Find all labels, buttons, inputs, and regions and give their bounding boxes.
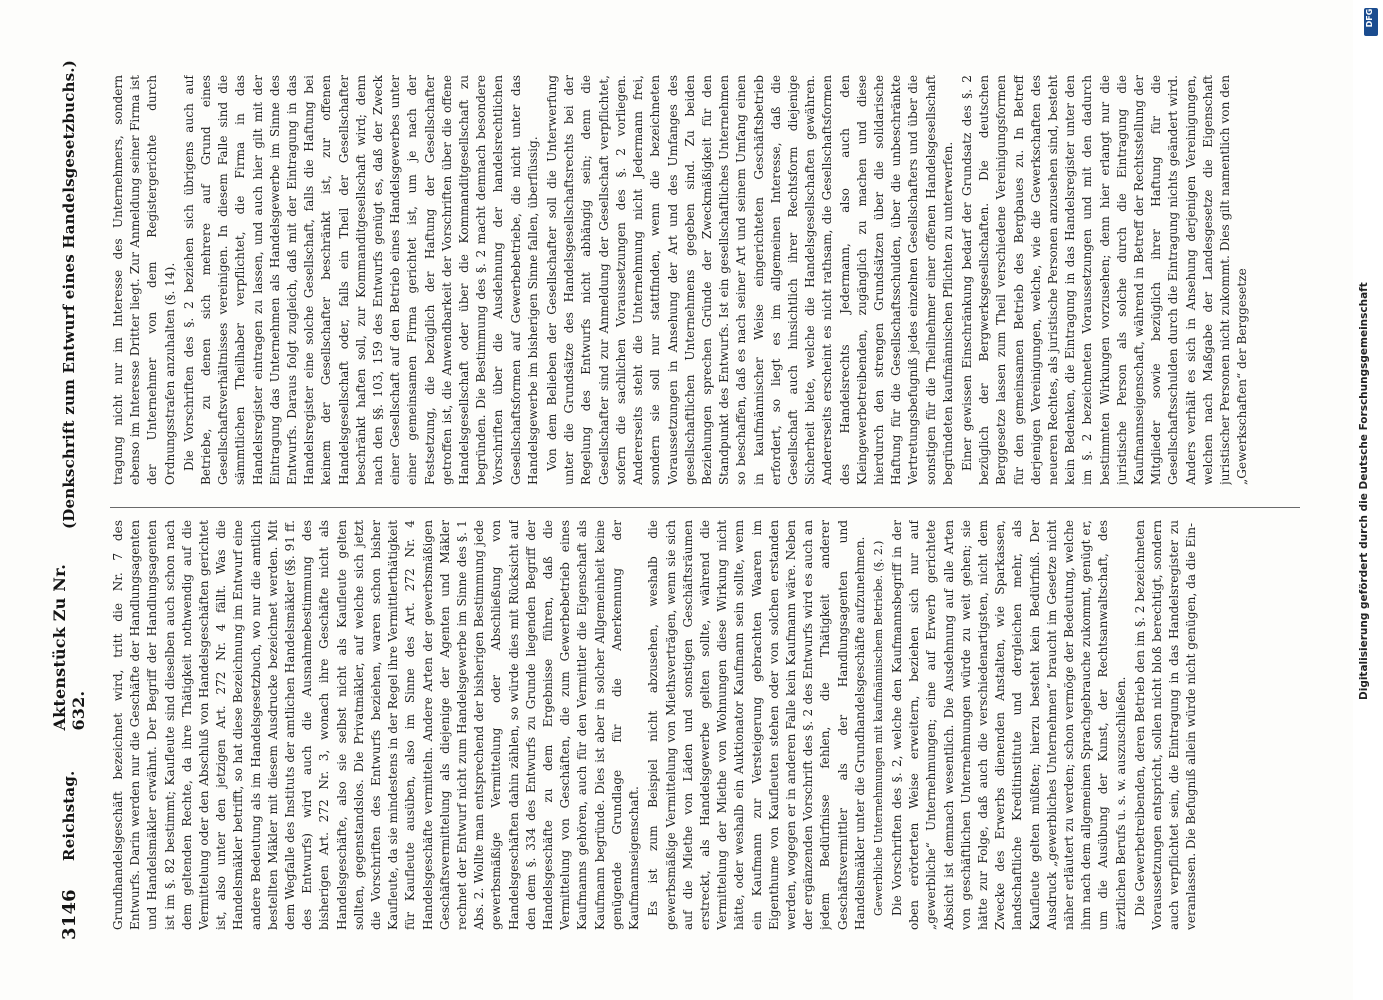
section-heading: Gewerbliche Unternehmungen mit kaufmännischem Betriebe. (§. 2.): [871, 540, 885, 916]
dfg-logo-text: DFG: [1365, 8, 1374, 28]
page-header: [52, 60, 86, 940]
paragraph: Die Vorschriften des §. 2, welche den Kaufmannsbegriff in der oben erörterten Weise erweitern, beziehen sich nur auf „gewerbliche“ Unternehmungen; eine auf Erwerb gerichtete Absicht ist demnach wesentlich. Die Ausdehnung auf alle Arten von geschäftlichen Unternehmungen würde zu weit gehen; sie hätte zur Folge, daß auch die verschiedenartigsten, nicht dem Zwecke des Erwerbs dienenden Anstalten, wie Sparkassen, landschaftliche Kreditinstitute und dergleichen mehr, als Kaufleute gelten müßten; hierzu besteht kein Bedürfniß. Der Ausdruck „gewerbliches Unternehmen“ braucht im Gesetze nicht näher erläutert zu werden; schon vermöge der Bedeutung, welche ihm nach dem allgemeinen Sprachgebrauche zukommt, genügt er, um die Ausübung der Kunst, der Rechtsanwaltschaft, des ärztlichen Berufs u. s. w. auszuschließen.: [889, 520, 1128, 930]
paragraph: tragung nicht nur im Interesse des Unternehmers, sondern ebenso im Interesse Dritter liegt. Zur Anmeldung seiner Firma ist der Unternehmer von dem Registergerichte durch Ordnungsstrafen anzuhalten (§. 14).: [111, 75, 177, 485]
paragraph: Einer gewissen Einschränkung bedarf der Grundsatz des §. 2 bezüglich der Bergwerksgesellschaften. Die deutschen Berggesetze lassen zum Theil verschiedene Vereinigungsformen für den gemeinsamen Betrieb des Bergbaues zu. In Betreff derjenigen Vereinigungen, welche, wie die Gewerkschaften des neueren Rechtes, als juristische Personen anzusehen sind, besteht kein Bedenken, die Eintragung in das Handelsregister unter den im §. 2 bezeichneten Voraussetzungen und mit den dadurch bestimmten Wirkungen vorzusehen; denn hier erlangt nur die juristische Person als solche durch die Eintragung die Kaufmannseigenschaft, während in Betreff der Rechtsstellung der Mitglieder sowie bezüglich ihrer Haftung für die Gesellschaftsschulden durch die Eintragung nichts geändert wird. Anders verhält es sich in Ansehung derjenigen Vereinigungen, welchen nach Maßgabe der Landesgesetze die Eigenschaft juristischer Personen nicht zukommt. Dies gilt namentlich von den „Gewerkschaften“ der Berggesetze: [959, 75, 1250, 485]
header-right: (Denkschrift zum Entwurf eines Handelsgesetzbuchs.): [60, 60, 78, 530]
paragraph: Die Gewerbetreibenden, deren Betrieb den im §. 2 bezeichneten Voraussetzungen entspricht, sollen nicht bloß berechtigt, sondern auch verpflichtet sein, die Eintragung in das Handelsregister zu veranlassen. Die Befugniß allein würde nicht genügen, da die Ein-: [1132, 520, 1199, 930]
paragraph: Von dem Belieben der Gesellschafter soll die Unterwerfung unter die Grundsätze des Handelsgesellschaftsrechts bei der Regelung des Entwurfs nicht abhängig sein; denn die Gesellschafter sind zur Anmeldung der Gesellschaft verpflichtet, sofern die sachlichen Voraussetzungen des §. 2 vorliegen. Andererseits steht die Unternehmung nicht Jedermann frei, sondern sie soll nur stattfinden, wenn die bezeichneten Voraussetzungen in Ansehung der Art und des Umfanges des gesellschaftlichen Unternehmens gegeben sind. Zu beiden Beziehungen sprechen Gründe der Zweckmäßigkeit für den Standpunkt des Entwurfs. Ist ein gesellschaftliches Unternehmen so beschaffen, daß es nach seiner Art und seinem Umfang einen in kaufmännischer Weise eingerichteten Geschäftsbetrieb erfordert, so liegt es im allgemeinen Interesse, daß die Gesellschaft auch hinsichtlich ihrer Rechtsform diejenige Sicherheit biete, welche die Handelsgesellschaften gewähren. Andererseits erscheint es nicht rathsam, die Gesellschaftsformen des Handelsrechts Jedermann, also auch den Kleingewerbetreibenden, zugänglich zu machen und diese hierdurch den strengen Grundsätzen über die solidarische Haftung für die Gesellschaftsschulden, über die unbeschränkte Vertretungsbefugniß jedes einzelnen Gesellschafters und über die sonstigen für die Theilnehmer einer offenen Handelsgesellschaft begründeten kaufmännischen Pflichten zu unterwerfen.: [545, 75, 955, 485]
header-center: Aktenstück Zu Nr. 632.: [50, 563, 88, 731]
column-divider: [110, 507, 1300, 508]
paragraph: Es ist zum Beispiel nicht abzusehen, weshalb die gewerbsmäßige Vermittelung von Miethsverträgen, wenn sie sich auf die Miethe von Läden und sonstigen Geschäftsräumen erstreckt, als Handelsgewerbe gelten sollte, während die Vermittelung der Miethe von Wohnungen diese Wirkung nicht hätte, oder weshalb ein Auktionator Kaufmann sein sollte, wenn ein Kaufmann zur Versteigerung gebrachten Waaren im Eigenthume von Kaufleuten stehen oder von solchen erstanden werden, wogegen er in anderen Falle kein Kaufmann wäre. Neben der ergänzenden Vorschrift des §. 2 des Entwurfs wird es auch an jedem Bedürfnisse fehlen, die Thätigkeit anderer Geschäftsvermittler als der Handlungsagenten und Handelsmäkler unter die Grundhandelsgeschäfte aufzunehmen.: [646, 520, 867, 930]
dfg-logo: [1364, 8, 1378, 36]
header-left: Reichstag.: [60, 770, 78, 862]
right-column: [110, 75, 1310, 485]
digitization-credit: Digitalisierung gefördert durch die Deutsche Forschungsgemeinschaft: [1358, 282, 1370, 700]
paragraph: Die Vorschriften des §. 2 beziehen sich übrigens auch auf Betriebe, zu denen sich mehrere auf Grund eines Gesellschaftsverhältnisses vereinigen. In diesem Falle sind die sämmtlichen Theilhaber verpflichtet, die Firma in das Handelsregister eintragen zu lassen, und auch hier gilt mit der Eintragung das Unternehmen als Handelsgewerbe im Sinne des Entwurfs. Daraus folgt zugleich, daß mit der Eintragung in das Handelsregister eine solche Gesellschaft, falls die Haftung bei keinem der Gesellschafter beschränkt ist, zur offenen Handelsgesellschaft oder, falls ein Theil der Gesellschafter beschränkt haften soll, zur Kommanditgesellschaft wird; denn nach den §§. 103, 159 des Entwurfs genügt es, daß der Zweck einer Gesellschaft auf den Betrieb eines Handelsgewerbes unter einer gemeinsamen Firma gerichtet ist, um je nach der Festsetzung, die bezüglich der Haftung der Gesellschafter getroffen ist, die Anwendbarkeit der Vorschriften über die offene Handelsgesellschaft oder über die Kommanditgesellschaft zu begründen. Die Bestimmung des §. 2 macht demnach besondere Vorschriften über die Ausdehnung der handelsrechtlichen Gesellschaftsformen auf Gewerbebetriebe, die nicht unter das Handelsgewerbe im bisherigen Sinne fallen, überflüssig.: [181, 75, 540, 485]
paragraph: Grundhandelsgeschäft bezeichnet wird, tritt die Nr. 7 des Entwurfs. Darin werden nur die Geschäfte der Handlungsagenten und Handelsmäkler erwähnt. Der Begriff der Handlungsagenten ist im §. 82 bestimmt; Kaufleute sind dieselben auch schon nach dem geltenden Rechte, da ihre Thätigkeit nothwendig auf die Vermittelung oder den Abschluß von Handelsgeschäften gerichtet ist, also unter den jetzigen Art. 272 Nr. 4 fällt. Was die Handelsmäkler betrifft, so hat diese Bezeichnung im Entwurf eine andere Bedeutung als im Handelsgesetzbuch, wo nur die amtlich bestellten Mäkler mit diesem Ausdrucke bezeichnet werden. Mit dem Wegfalle des Instituts der amtlichen Handelsmäkler (§§. 91 ff. des Entwurfs) wird auch die Ausnahmebestimmung des bisherigen Art. 272 Nr. 3, wonach ihre Geschäfte nicht als Handelsgeschäfte, also sie selbst nicht als Kaufleute gelten sollten, gegenstandslos. Die Privatmäkler, auf welche sich jetzt die Vorschriften des Entwurfs beziehen, waren schon bisher Kaufleute, da sie mindestens in der Regel ihre Vermittlerthätigkeit für Kaufleute ausüben, also im Sinne des Art. 272 Nr. 4 Handelsgeschäfte vermitteln. Andere Arten der gewerbsmäßigen Geschäftsvermittelung als diejenige der Agenten und Mäkler rechnet der Entwurf nicht zum Handelsgewerbe im Sinne des §. 1 Abs. 2. Wollte man entsprechend der bisherigen Bestimmung jede gewerbsmäßige Vermittelung oder Abschließung von Handelsgeschäften dahin zählen, so würde dies mit Rücksicht auf den dem §. 334 des Entwurfs zu Grunde liegenden Begriff der Handelsgeschäfte zu dem Ergebnisse führen, daß die Vermittelung von Geschäften, die zum Gewerbebetrieb eines Kaufmanns gehören, auch für den Vermittler die Eigenschaft als Kaufmann begründe. Dies ist aber in solcher Allgemeinheit keine genügende Grundlage für die Anerkennung der Kaufmannseigenschaft.: [111, 520, 642, 930]
page-number: 3146: [58, 889, 80, 940]
left-column: [110, 520, 1310, 930]
